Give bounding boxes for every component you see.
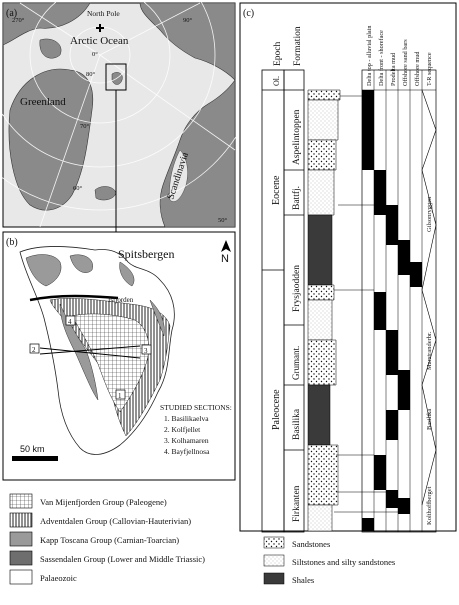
- formation-basilika: Basilika: [292, 408, 302, 440]
- lat-70-label: 70°: [80, 123, 90, 130]
- env-offshore-mud: Offshore mud: [414, 51, 421, 86]
- marker-1: 1: [118, 392, 122, 400]
- lith-siltstones: Siltstones and silty sandstones: [292, 557, 396, 567]
- sequence-marstranderbr: Marstranderbr.: [426, 331, 433, 370]
- epoch-ol: Ol.: [272, 76, 281, 86]
- formation-firkanten: Firkanten: [292, 485, 302, 522]
- island-label: Spitsbergen: [118, 247, 175, 261]
- env-offshore-bars: Offshore sand bars: [402, 39, 409, 86]
- legend-palaeozoic: Palaeozoic: [40, 573, 77, 583]
- legend-adventdalen: Adventdalen Group (Callovian-Hauterivian): [40, 516, 192, 526]
- legend-swatch-palaeozoic: [10, 570, 32, 584]
- isfjorden-label: Isfjorden: [108, 296, 134, 304]
- formation-aspelintoppen: Aspelintoppen: [292, 109, 302, 165]
- env-delta-top: Delta top - alluvial plain: [366, 25, 373, 86]
- lon-0-label: 0°: [92, 51, 98, 58]
- north-arrow-label: N: [221, 253, 229, 265]
- env-tr-sequence: T-R sequence: [426, 52, 433, 86]
- marker-3: 3: [144, 347, 148, 355]
- legend-kapp-toscana: Kapp Toscana Group (Carnian-Toarcian): [40, 535, 180, 545]
- epoch-eocene: Eocene: [271, 175, 282, 205]
- legend-swatch-sassendalen: [10, 551, 32, 565]
- panel-b-label: (b): [6, 237, 18, 248]
- studied-2: 2. Kolfjellet: [164, 425, 201, 434]
- legend-swatch-kapp-toscana: [10, 532, 32, 546]
- studied-3: 3. Kolhamaren: [164, 436, 209, 445]
- lith-swatch-shales: [264, 573, 284, 584]
- marker-4: 4: [68, 318, 72, 326]
- lat-60-label: 60°: [73, 185, 83, 192]
- marker-2: 2: [32, 346, 36, 354]
- lat-80-label: 80°: [86, 71, 96, 78]
- lith-sandstones: Sandstones: [292, 539, 331, 549]
- panel-a-map: [0, 0, 260, 268]
- sequence-kolthoffberget: Kolthoffberget: [426, 486, 433, 525]
- formation-battfj: Battfj.: [292, 185, 302, 210]
- formation-frysjaodden: Frysjaodden: [292, 265, 302, 312]
- panel-c-label: (c): [243, 8, 255, 19]
- scandinavia-label: Scandinavia: [165, 151, 191, 201]
- legend-swatch-van-mijenfjorden: [10, 494, 32, 508]
- greenland-label: Greenland: [20, 96, 66, 108]
- arctic-ocean-label: Arctic Ocean: [70, 35, 129, 47]
- formation-header: Formation: [293, 26, 303, 66]
- lon-90-label: 90°: [183, 17, 193, 24]
- studied-title: STUDIED SECTIONS:: [160, 403, 232, 412]
- north-pole-label: North Pole: [87, 9, 120, 18]
- lon-50-label: 50°: [218, 217, 228, 224]
- lith-shales: Shales: [292, 575, 315, 585]
- scale-label: 50 km: [20, 444, 45, 454]
- sequence-basilika: Basilika: [426, 408, 433, 430]
- epoch-header: Epoch: [273, 41, 283, 66]
- sequence-gilsonryggen: Gilsonryggen: [426, 196, 433, 232]
- lith-swatch-siltstones: [264, 555, 284, 566]
- env-delta-front: Delta front - shoreface: [378, 30, 385, 86]
- epoch-paleocene: Paleocene: [271, 389, 282, 430]
- lith-swatch-sandstones: [264, 537, 284, 548]
- legend-swatch-adventdalen: [10, 513, 32, 527]
- legend-van-mijenfjorden: Van Mijenfjorden Group (Paleogene): [40, 497, 167, 507]
- lon-270-label: 270°: [12, 17, 25, 24]
- formation-grumant: Grumant.: [291, 345, 301, 380]
- studied-4: 4. Bayfjellnosa: [164, 447, 210, 456]
- legend-sassendalen: Sassendalen Group (Lower and Middle Triassic): [40, 554, 206, 564]
- studied-1: 1. Basilikaelva: [164, 414, 209, 423]
- panel-a-label: (a): [6, 8, 18, 19]
- env-prodelta: Prodelta mud: [390, 52, 397, 86]
